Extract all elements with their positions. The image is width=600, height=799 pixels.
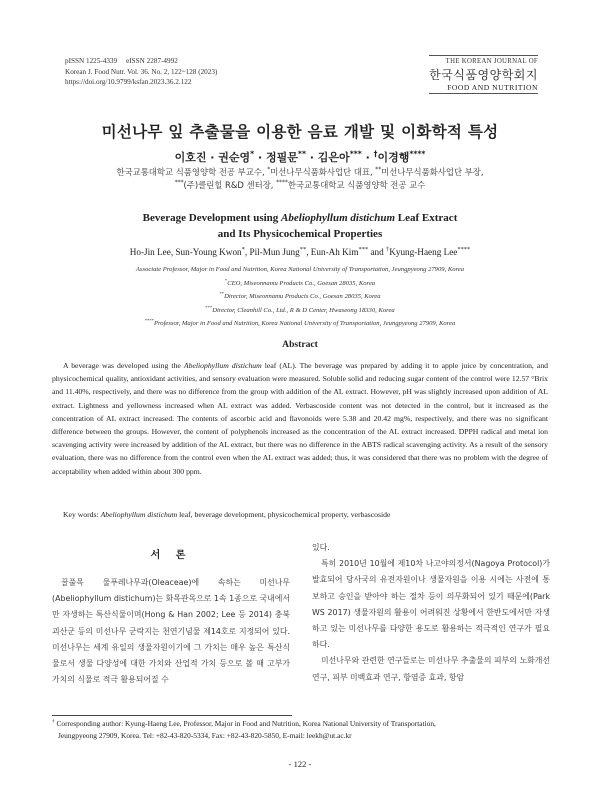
aff-ko-text: (주)클린힐 R&D 센터장, — [183, 180, 277, 190]
doi-link[interactable]: https://doi.org/10.9799/ksfan.2023.36.2.122 — [65, 78, 192, 86]
affiliation-en-4 — [0, 317, 600, 331]
corresponding-author-footnote — [52, 718, 552, 741]
affiliations-english — [0, 263, 600, 331]
page-number: - 122 - — [288, 759, 312, 769]
abstract-text: A beverage was developed using the — [63, 361, 184, 370]
issn-line: pISSN 1225-4339 eISSN 2287-4992 — [65, 57, 178, 65]
aff-ko-text: 미선나무식품화사업단 부장, — [381, 167, 484, 177]
keywords — [52, 510, 548, 519]
author-en: Kyung-Haeng Lee — [389, 247, 458, 257]
intro-right-column — [312, 540, 550, 686]
author-en: , Eun-Ah Kim — [306, 247, 359, 257]
keywords-species: Abeliophyllum distichum — [100, 510, 178, 519]
abstract-text: leaf (AL). The beverage was prepared by adding it to apple juice by concentration, and physicochemical quality, antioxidant activities, and sensory evaluation were measured. Soluble solid and reducing sugar content of the control were 12.57 °Brix and 11.40%, respectively, and there was no difference from the group with addition of the AL extract. However, pH was slightly increased upon addition of AL extract. Lightness and yellowness increased when AL extract was added. Verbascoside content was not detected in the control, but it increased as the concentration of AL extract increased. The contents of ascorbic acid and flavonoids were 5.38 and 20.42 mg%, respectively, and there was no significant difference between the groups. However, the content of polyphenols increased as the concentration of the AL extract increased. DPPH radical and metal ion scavenging activity were increased by addition of the AL extract, but there was no difference in the ABTS radical scavenging activity. As a result of the sensory evaluation, there was no difference from the control even when the AL extract was added; thus, it was considered that there was no problem with the degree of acceptability when added within about 300 ppm. — [52, 361, 549, 476]
affiliations-korean — [0, 166, 600, 192]
aff-en-text: Director, Cleanhill Co., Ltd., R & D Center, Hwaseong 18330, Korea — [212, 306, 395, 314]
intro-paragraph-2: 특히 2010년 10월에 제10차 나고야의정서(Nagoya Protocol)가 발효되어 당사국의 유전자원이나 생물자원을 이용 시에는 사전에 통보하고 승인을 받아야 하는 절차 등이 의무화되어 있기 때문에(Park WS 2017) 생물자원의 활용이 어려워진 상황에서 한반도에서만 자생하고 있는 미선나무를 다양한 용도로 활용하는 적극적인 연구가 필요하다. — [312, 559, 550, 650]
author-ko-3: · 김은아 — [305, 151, 350, 164]
title-en-part: Beverage Development using — [142, 212, 282, 224]
aff-en-mark: *** — [205, 304, 213, 310]
journal-name-en-top: THE KOREAN JOURNAL OF — [429, 55, 538, 65]
footnote-line-1: Corresponding author: Kyung-Haeng Lee, Professor, Major in Food and Nutrition, Korea National University of Transportation, — [54, 719, 436, 728]
intro-left-column — [52, 575, 290, 688]
abstract-body — [52, 359, 548, 478]
corresponding-mark-en: † — [386, 245, 390, 253]
author-ko-4: 이경행 — [377, 151, 410, 164]
aff-en-text: Associate Professor, Major in Food and Nutrition, Korea National University of Transportation, Jeungpyeong 27909, Korea — [135, 266, 465, 273]
author-en-mark: * — [241, 245, 245, 253]
section-heading-introduction: 서 론 — [150, 550, 192, 561]
author-en-mark: *** — [358, 245, 369, 253]
author-ko-1: 이호진 · 권순영 — [174, 151, 251, 164]
aff-en-mark: **** — [144, 317, 154, 323]
title-en-line-2: and Its Physicochemical Properties — [217, 228, 383, 240]
title-english — [0, 210, 600, 242]
authors-korean — [0, 149, 600, 165]
author-ko-4-mark: **** — [409, 149, 426, 159]
footnote-divider — [52, 715, 292, 716]
author-ko-2: · 정필문 — [254, 151, 298, 164]
citation-line: Korean J. Food Nutr. Vol. 36. No. 2, 122~128 (2023) — [65, 67, 218, 76]
affiliation-ko-line-1 — [0, 166, 600, 179]
intro-paragraph-1: 꿀풀목 물푸레나무과(Oleaceae)에 속하는 미선나무(Abeliophyllum distichum)는 화목관목으로 1속 1종으로 국내에서만 자생하는 특산식물이며(Hong & Han 2002; Lee 등 2014) 충북 괴산군 등의 미선나무 군락지는 천연기념물 제14호로 지정되어 있다. 미선나무는 세계 유일의 생물자원이기에 그 가치는 매우 높은 특산식물로서 생물 다양성에 대한 가치와 산업적 가치 등으로 볼 때 고부가가치의 식물로 적극 활용되어질 수 — [52, 578, 290, 685]
aff-en-mark: ** — [219, 290, 225, 296]
keywords-list: leaf, beverage development, physicochemical property, verbascoside — [177, 510, 391, 519]
authors-english — [0, 247, 600, 257]
aff-ko-mark: ** — [375, 167, 382, 174]
intro-paragraph-3: 미선나무와 관련한 연구들로는 미선나무 추출물의 피부의 노화개선 연구, 피부 미백효과 연구, 항염증 효과, 항암 — [312, 656, 550, 682]
aff-en-mark: * — [224, 277, 228, 283]
affiliation-ko-line-2 — [0, 179, 600, 192]
author-en-mark: **** — [457, 245, 471, 253]
title-en-species: Abeliophyllum distichum — [281, 212, 396, 224]
affiliation-en-3 — [0, 304, 600, 318]
aff-ko-text: 한국교통대학교 식품영양학 전공 교수 — [287, 180, 426, 190]
author-en-mark: ** — [299, 245, 307, 253]
aff-en-text: CEO, Miseonnamu Products Co., Goesan 28035, Korea — [227, 279, 376, 287]
keywords-label: Key words: — [63, 510, 101, 519]
citation-meta — [65, 56, 217, 88]
abstract-species: Abeliophyllum distichum — [183, 361, 262, 370]
author-en: , Pil-Mun Jung — [244, 247, 300, 257]
intro-paragraph-1-end: 있다. — [312, 543, 330, 552]
affiliation-en-1 — [0, 277, 600, 291]
aff-en-text: Director, Miseonnamu Products Co., Goesan 28035, Korea — [224, 293, 381, 300]
aff-ko-text: 미선나무식품화사업단 대표, — [270, 167, 376, 177]
author-ko-3-mark: *** — [349, 149, 362, 159]
author-ko-sep: · — [361, 151, 374, 164]
journal-logo — [429, 55, 538, 94]
affiliation-en-0 — [0, 263, 600, 277]
journal-name-en-bottom: FOOD AND NUTRITION — [429, 83, 538, 94]
corresponding-mark-ko: † — [373, 149, 378, 159]
footnote-line-2: Jeungpyeong 27909, Korea. Tel: +82-43-820-5334, Fax: +82-43-820-5850, E-mail: leekh@ut.ac.kr — [58, 730, 352, 740]
aff-en-text: Professor, Major in Food and Nutrition, Korea National University of Transportation, Jeungpyeong 27909, Korea — [153, 320, 456, 327]
title-en-part: Leaf Extract — [395, 212, 458, 224]
aff-ko-mark: **** — [276, 180, 288, 187]
journal-name-ko: 한국식품영양학회지 — [429, 68, 538, 82]
author-en: and — [368, 247, 387, 257]
aff-ko-text: 한국교통대학교 식품영양학 전공 부교수, — [116, 167, 268, 177]
author-ko-1-mark: * — [250, 149, 255, 159]
aff-ko-mark: * — [267, 167, 271, 174]
author-ko-2-mark: ** — [297, 149, 306, 159]
footnote-mark: † — [52, 718, 55, 725]
aff-ko-mark: *** — [174, 180, 184, 187]
author-en: Ho-Jin Lee, Sun-Young Kwon — [129, 247, 242, 257]
abstract-heading: Abstract — [282, 339, 318, 350]
title-korean: 미선나무 잎 추출물을 이용한 음료 개발 및 이화학적 특성 — [101, 123, 499, 141]
affiliation-en-2 — [0, 290, 600, 304]
